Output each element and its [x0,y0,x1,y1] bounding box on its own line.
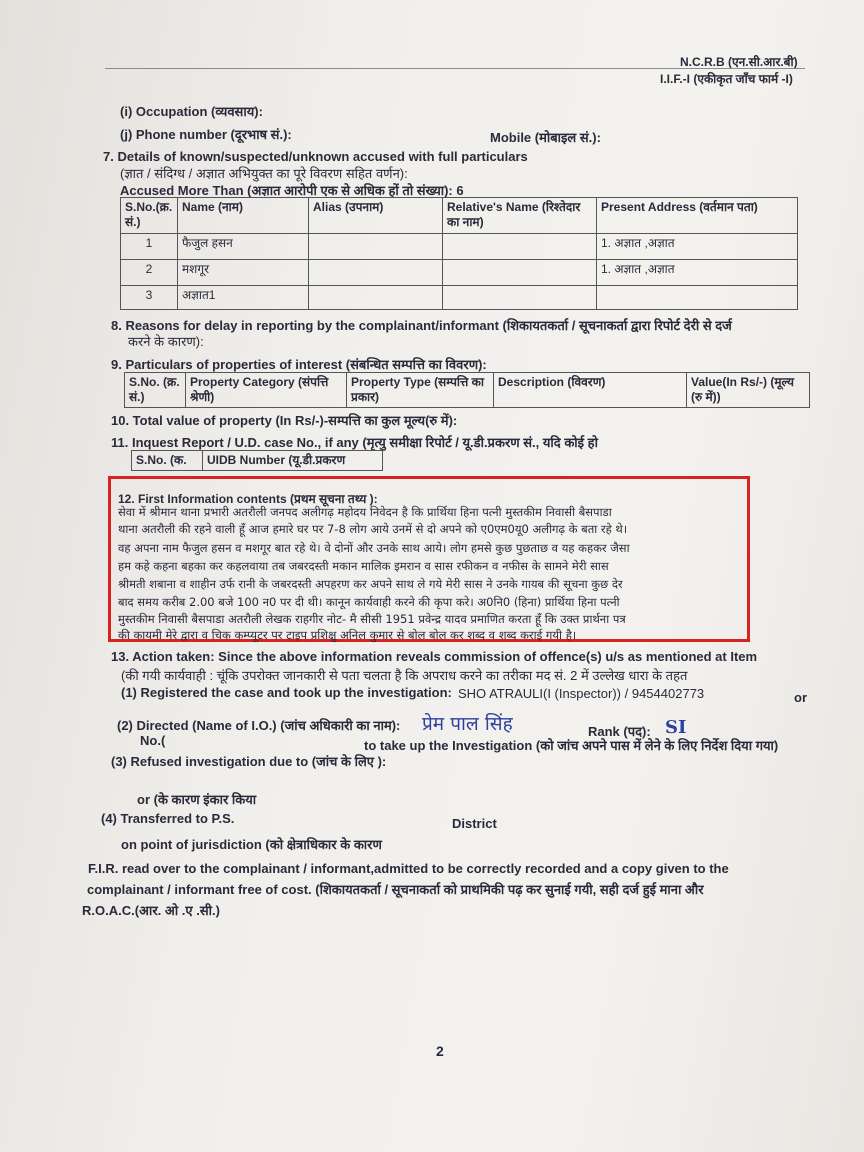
district-label: District [452,816,497,831]
roac-line-1: F.I.R. read over to the complainant / informant,admitted to be correctly recorded and a copy given to the [88,861,729,876]
registered-value: SHO ATRAULI(I (Inspector)) / 9454402773 [458,686,705,701]
roac-line-3: R.O.A.C.(आर. ओ .ए .सी.) [82,903,220,918]
fir-line: की कायमी मेरे द्वारा व चिक कम्प्यूटर पर टाइप प्रशिक्षु अनिल कुमार से बोल बोल कर शब्द व शब्द कराई गयी है। [118,628,577,642]
io-no-label: No.( [140,733,166,748]
mobile-label: Mobile (मोबाइल सं.): [490,130,601,145]
occupation-label: (i) Occupation (व्यवसाय): [120,104,263,119]
col-name: Name (नाम) [178,198,309,234]
io-name-handwritten: प्रेम पाल सिंह [422,713,513,735]
roac-line-2: complainant / informant free of cost. (शिकायतकर्ता / सूचनाकर्ता को प्राथमिकी पढ़ कर सुनाई गयी, सही दर्ज हुई माना और [87,882,704,897]
rank-label: Rank (पद): [588,724,651,739]
registered-label: (1) Registered the case and took up the investigation: [121,685,452,700]
cell-sno: 2 [121,260,178,286]
cell-name: अज्ञात1 [178,286,309,310]
or-text: or [794,690,807,705]
header-rule [105,68,805,69]
take-up-text: to take up the Investigation (को जांच अपने पास में लेने के लिए निर्देश दिया गया) [364,738,779,753]
section-10-title: 10. Total value of property (In Rs/-)-सम्पत्ति का कुल मूल्य(रु में): [111,413,458,428]
table-row [121,286,798,310]
col-category: Property Category (संपत्ति श्रेणी) [186,373,347,408]
cell-name: मशगूर [178,260,309,286]
col-sno: S.No. (क. [132,451,203,471]
cell-relative [443,286,597,310]
fir-line: वह अपना नाम फैजुल हसन व मशगूर बात रहे थे। वे दोनों और उनके साथ आये। लोग हमसे कुछ पुछताछ व यह कहकर जैसा [118,541,630,555]
rank-handwritten: SI [665,717,687,738]
col-uidb: UIDB Number (यू.डी.प्रकरण [203,451,383,471]
cell-name: फैजुल हसन [178,234,309,260]
refused-label: (3) Refused investigation due to (जांच के लिए ): [111,754,387,769]
fir-line: हम कहे कहना बहका कर कहलवाया तब जबरदस्ती मकान मालिक इमरान व सास रफीकन व नफीस के सामने मेरी सास [118,559,609,573]
fir-line: मुस्तकीम निवासी बैसपाडा अतरौली लेखक राहगीर नोट- मै सीसी 1951 प्रवेन्द्र यादव प्रमाणित करता हूँ कि उक्त प्रार्थना पत्र [118,612,626,626]
header-iif: I.I.F.-I (एकीकृत जाँच फार्म -I) [660,72,793,86]
col-description: Description (विवरण) [494,373,687,408]
col-sno: S.No.(क्र. सं.) [121,198,178,234]
table-row [121,234,798,260]
cell-alias [309,234,443,260]
fir-line: बाद समय करीब 2.00 बजे 100 न0 पर दी थी। कानून कार्यवाही करने की कृपा करे। अ0नि0 (हिना) प्रार्थिया हिना पत्नी [118,595,620,609]
section-8-title: 8. Reasons for delay in reporting by the complainant/informant (शिकायतकर्ता / सूचनाकर्ता द्वारा रिपोर्ट देरी से दर्ज [111,318,732,333]
section-7-subtitle: (ज्ञात / संदिग्ध / अज्ञात अभियुक्त का पूरे विवरण सहित वर्णन): [120,166,408,181]
col-type: Property Type (सम्पत्ति का प्रकार) [347,373,494,408]
cell-alias [309,286,443,310]
col-alias: Alias (उपनाम) [309,198,443,234]
transferred-label: (4) Transferred to P.S. [101,811,235,826]
section-11-title: 11. Inquest Report / U.D. case No., if any (मृत्यु समीक्षा रिपोर्ट / यू.डी.प्रकरण सं., यदि कोई हो [111,435,598,450]
cell-relative [443,234,597,260]
section-13-subtitle: (की गयी कार्यवाही : चूंकि उपरोक्त जानकारी से पता चलता है कि अपराध करने का तरीका मद सं. 2 में उल्लेख धारा के तहत [121,668,688,683]
table-row [121,260,798,286]
cell-sno: 1 [121,234,178,260]
cell-sno: 3 [121,286,178,310]
fir-line: श्रीमती शबाना व शाहीन उर्फ रानी के जबरदस्ती अपहरण कर अपने साथ ले गये मेरी सास ने उनके गायब की सूचना कुछ देर [118,577,623,591]
header-ncrb: N.C.R.B (एन.सी.आर.बी) [680,55,798,69]
cell-address [597,286,798,310]
page-number: 2 [436,1043,444,1059]
cell-address: 1. अज्ञात ,अज्ञात [597,234,798,260]
section-8-subtitle: करने के कारण): [128,334,204,349]
col-relative: Relative's Name (रिश्तेदार का नाम) [443,198,597,234]
accused-table [120,197,798,310]
accused-table-header [121,198,798,234]
inquest-table-header [132,451,383,471]
fir-title: 12. First Information contents (प्रथम सूचना तथ्य ): [118,492,378,506]
fir-line: थाना अतरौली की रहने वाली हूँ आज हमारे घर पर 7-8 लोग आये उनमें से दो अपने को ए0एम0यू0 अलीगढ़ के बता रहे थे। [118,522,628,536]
directed-label: (2) Directed (Name of I.O.) (जांच अधिकारी का नाम): [117,718,401,733]
col-value: Value(In Rs/-) (मूल्य (रु में)) [687,373,810,408]
cell-address: 1. अज्ञात ,अज्ञात [597,260,798,286]
inquest-table [131,450,383,471]
cell-relative [443,260,597,286]
col-sno: S.No. (क्र. सं.) [125,373,186,408]
jurisdiction-label: on point of jurisdiction (को क्षेत्राधिकार के कारण [121,837,382,852]
section-13-title: 13. Action taken: Since the above information reveals commission of offence(s) u/s as mentioned at Item [111,649,758,664]
section-7-title: 7. Details of known/suspected/unknown accused with full particulars [103,149,528,164]
fir-line: सेवा में श्रीमान थाना प्रभारी अतरौली जनपद अलीगढ़ महोदय निवेदन है कि प्रार्थिया हिना पत्नी मुस्तकीम निवासी बैसपाडा [118,505,612,519]
col-address: Present Address (वर्तमान पता) [597,198,798,234]
cell-alias [309,260,443,286]
property-table-header [125,373,810,408]
phone-label: (j) Phone number (दूरभाष सं.): [120,127,292,142]
section-9-title: 9. Particulars of properties of interest (संबन्धित सम्पत्ति का विवरण): [111,357,487,372]
accused-count: Accused More Than (अज्ञात आरोपी एक से अधिक हों तो संख्या): 6 [120,183,464,198]
property-table [124,372,810,408]
refused-reason-label: or (के कारण इंकार किया [137,792,257,807]
